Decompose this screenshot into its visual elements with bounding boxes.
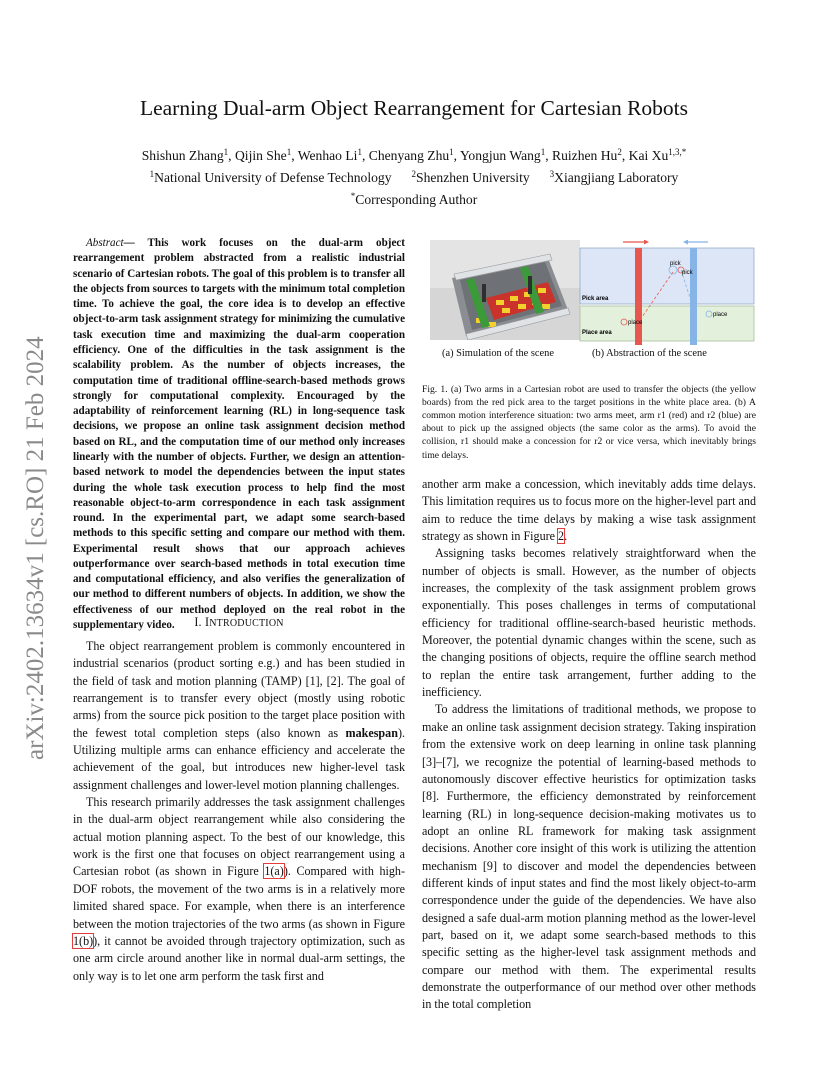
author-sup: 1 (357, 147, 362, 157)
author-name: Wenhao Li (297, 148, 358, 163)
figure-1 (430, 240, 756, 365)
blue-arm-r2 (690, 248, 697, 345)
author-sup: 1 (223, 147, 229, 157)
figure-ref-link-2[interactable]: 2 (558, 529, 565, 544)
figure-ref-link-1a[interactable]: 1(a) (264, 864, 284, 879)
author-name: Ruizhen Hu (552, 148, 618, 163)
section-title-initial: I (205, 615, 210, 629)
arrow-right-icon (644, 240, 649, 245)
author-name: Chenyang Zhu (368, 148, 450, 163)
affiliation: National University of Defense Technology (154, 170, 392, 185)
pick-area-label: Pick area (582, 296, 609, 302)
right-p1-text: another arm make a concession, which inevitably adds time delays. This limitation requires us to focus more on the higher-level part and aim to reduce the time delays by making a wise task assignment strategy as shown in Figure (422, 477, 756, 544)
author-block (0, 143, 828, 209)
section-title-rest: NTRODUCTION (209, 618, 284, 629)
affiliation: Xiangjiang Laboratory (554, 170, 679, 185)
affiliation-sup: 2 (411, 169, 417, 179)
figure-1-caption: Fig. 1. (a) Two arms in a Cartesian robot are used to transfer the objects (the yellow boards) from the red pick area to the target positions in the white place area. (b) A common motion interference situation: two arms meet, arm r1 (red) and r2 (blue) are about to pick up the assigned objects (the same color as the arms). To avoid the collision, r1 should make a concession for r2 or vice versa, which inevitably brings time delays. (422, 383, 756, 461)
author-sup: 2 (617, 147, 622, 157)
right-column-body (422, 476, 756, 1014)
place-area-label: Place area (582, 330, 612, 336)
paper-title: Learning Dual-arm Object Rearrangement for Cartesian Robots (139, 96, 689, 120)
figure-1a-simulation-image (430, 240, 580, 340)
figure-ref-link-1b[interactable]: 1(b) (73, 933, 94, 948)
affiliation-list (0, 165, 828, 187)
corresponding-author (0, 187, 828, 209)
intro-paragraph-2 (73, 794, 405, 985)
abstract-text: — This work focuses on the dual-arm object rearrangement problem abstracted from a realistic industrial scenario of Cartesian robots. The goal of this problem is to transfer all the objects from sources to targets with the minimum total completion time. To achieve the goal, the core idea is to develop an effective object-to-arm task assignment strategy for minimizing the cumulative task execution time and maximizing the dual-arm cooperation efficiency. One of the difficulties in the task assignment is the scalability problem. As the number of objects increases, the computation time of traditional offline-search-based methods grows strongly for computational complexity. Encouraged by the adaptability of reinforcement learning (RL) in long-sequence task decisions, we propose an online task assignment decision method based on RL, and the computation time of our method only increases linearly with the number of objects. Further, we design an attention-based network to model the dependencies between the input states during the whole task execution process to help find the most reasonable object-to-arm correspondence in each task assignment round. In the experimental part, we adapt some search-based methods to this specific setting and compare our method with them. Experimental result shows that our approach achieves outperformance over search-based methods in total execution time and computational efficiency, and also verifies the generalization of our method to different numbers of objects. In addition, we show the effectiveness of our method deployed on the real robot in the supplementary video. (73, 237, 405, 632)
right-paragraph-1 (422, 476, 756, 545)
arrow-left-icon (683, 240, 688, 245)
section-heading-introduction (73, 615, 405, 630)
place-label-blue: place (713, 312, 728, 318)
figure-1a-subcaption: (a) Simulation of the scene (442, 348, 554, 359)
intro-paragraph-1 (73, 638, 405, 794)
author-name: Qijin She (234, 148, 287, 163)
author-name: Yongjun Wang (459, 148, 541, 163)
author-sup: 1,3,* (668, 147, 687, 157)
affiliation: Shenzhen University (416, 170, 530, 185)
author-name: Kai Xu (628, 148, 669, 163)
abstract-label: Abstract (86, 237, 124, 249)
right-paragraph-3: To address the limitations of traditional methods, we propose to make an online task assignment decision strategy. Taking inspiration from the extensive work on deep learning in online task planning [3]–[7], we recognize the potential of learning-based methods to autonomously discover effective heuristics for optimization tasks [8]. Furthermore, the efficiency demonstrated by reinforcement learning (RL) in long-sequence decision-making motivates us to adopt an online RL framework for making task assignment decisions. Another core insight of this work is utilizing the attention mechanism [9] to discover and model the dependencies between different kinds of input states and find the most likely object-to-arm correspondence under the guide of the dependencies. We have also designed a safe dual-arm motion planning method as the lower-level part, based on it, we adapt some search-based methods to this specific setting as the higher-level task assignment methods and compare our method with them. The experimental results demonstrate the outperformance of our method over other methods in the total completion (422, 702, 756, 1012)
intro-p2-text-mid: ). Compared with high-DOF robots, the movement of the two arms is in a relatively more limited shared space. For example, when there is an interference between the motion trajectories of the two arms (as shown in Figure (73, 864, 405, 931)
author-sup: 1 (449, 147, 454, 157)
right-p1-end: . (564, 529, 568, 544)
pick-label-blue: pick (670, 261, 681, 267)
makespan-term: makespan (345, 725, 398, 740)
affiliation-sup: 3 (549, 169, 555, 179)
intro-p2-text-end: ), it cannot be avoided through trajectory optimization, such as one arm circle around another like in normal dual-arm settings, the only way is to let one arm perform the task first and (73, 933, 405, 983)
intro-body (73, 638, 405, 985)
author-name: Shishun Zhang (141, 148, 224, 163)
author-sup: 1 (286, 147, 292, 157)
figure-1b-subcaption: (b) Abstraction of the scene (592, 348, 707, 359)
corresponding-text: Corresponding Author (355, 192, 478, 207)
arxiv-side-stamp (12, 290, 52, 790)
arxiv-identifier: arXiv:2402.13634v1 [cs.RO] 21 Feb 2024 (22, 336, 49, 760)
section-number: I. (194, 615, 202, 629)
intro-p1-text-end: ). Utilizing multiple arms can enhance efficiency and accelerate the achievement of the goal, but introduces new higher-level task assignment challenges and lower-level motion planning challenges. (73, 725, 405, 792)
figure-1b-abstraction-diagram (578, 240, 756, 345)
author-sup: 1 (540, 147, 546, 157)
affiliation-sup: 1 (149, 169, 155, 179)
right-paragraph-2: Assigning tasks becomes relatively straightforward when the number of objects is small. However, as the number of objects increases, the complexity of the task assignment problem grows exponentially. This poses challenges in terms of computational efficiency for traditional offline-search-based heuristic methods. Moreover, the potential dynamic changes within the scene, such as the changing positions of objects, require the offline search method to replan the entire task arrangement, further adding to the inefficiency. (422, 546, 756, 700)
pick-label-red: pick (682, 270, 693, 276)
abstract (73, 236, 405, 633)
intro-p2-text: This research primarily addresses the task assignment challenges in the dual-arm object rearrangement while also considering the actual motion planning aspect. To the best of our knowledge, this work is the first one that focuses on object rearrangement using a Cartesian robot (as shown in Figure (73, 795, 405, 879)
author-list: Shishun Zhang$^1$, Qijin She$^1$, Wenhao Li$^1$, Chenyang Zhu$^1$, Yongjun Wang$^1$, Ruizhen Hu$^2$, Kai $Xu^{1,3,*}$ (141, 147, 687, 163)
red-arm-r1 (635, 248, 642, 345)
corresponding-sup: * (350, 191, 356, 201)
intro-p1-text: The object rearrangement problem is commonly encountered in industrial scenarios (product sorting e.g.) and has been studied in the field of task and motion planning (TAMP) [1], [2]. The goal of rearrangement is to transfer every object (mostly using robotic arms) from the source pick position to the target place position with the fewest total completion steps (also known as (73, 639, 405, 740)
place-label-red: place (628, 320, 643, 326)
